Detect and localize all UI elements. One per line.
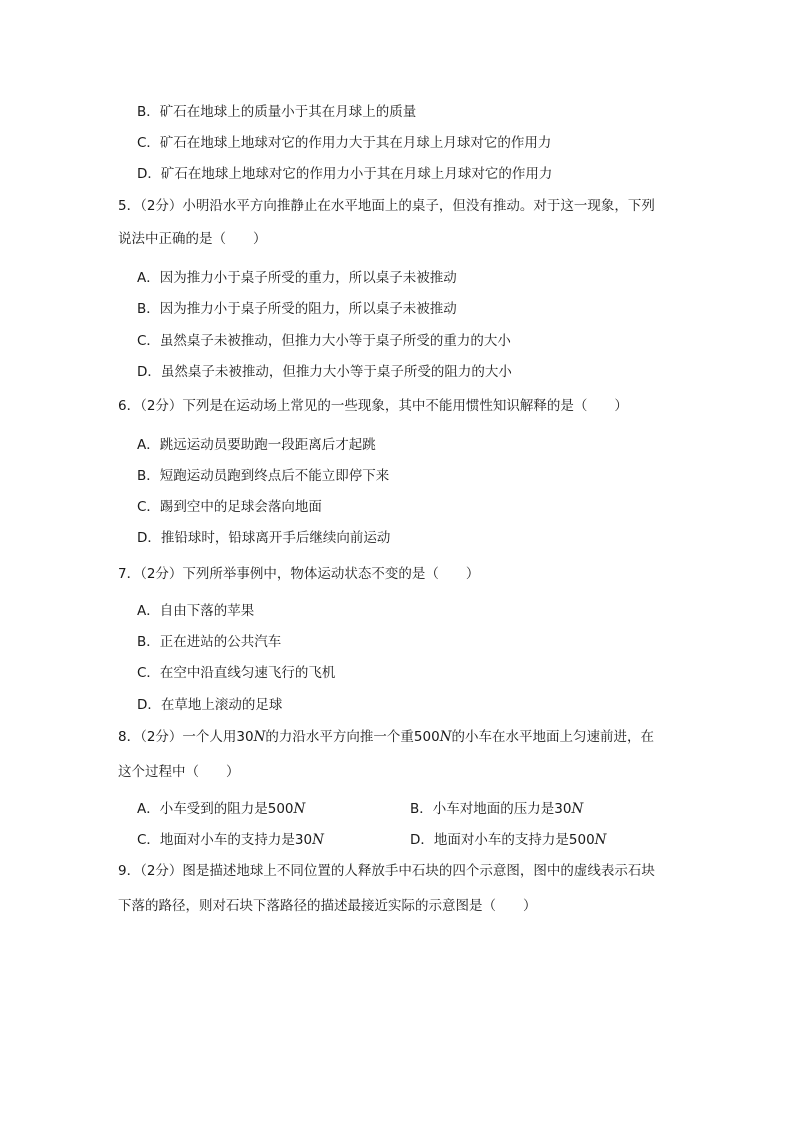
q7-option-a: A．自由下落的苹果 bbox=[137, 603, 255, 619]
q8-option-c-text: C．地面对小车的支持力是30 bbox=[137, 832, 313, 848]
q8-stem-part-b: 的力沿水平方向推一个重500 bbox=[265, 729, 440, 745]
q8-unit-newton: N bbox=[439, 729, 452, 745]
q7-option-c: C．在空中沿直线匀速飞行的飞机 bbox=[137, 665, 336, 681]
q4-option-d: D．矿石在地球上地球对它的作用力小于其在月球上月球对它的作用力 bbox=[137, 166, 553, 182]
q8-unit-newton: N bbox=[312, 832, 324, 848]
q5-stem-line1: 5．（2分）小明沿水平方向推静止在水平地面上的桌子，但没有推动。对于这一现象，下列 bbox=[118, 198, 655, 214]
q8-unit-newton: N bbox=[594, 832, 607, 848]
q8-option-b bbox=[410, 800, 583, 818]
q9-stem-line2: 下落的路径，则对石块下落路径的描述最接近实际的示意图是（ ） bbox=[118, 898, 537, 914]
q8-stem-part-a: 8．（2分）一个人用30 bbox=[118, 729, 254, 745]
q8-stem-line1 bbox=[118, 728, 654, 746]
q6-option-a: A．跳远运动员要助跑一段距离后才起跳 bbox=[137, 437, 376, 453]
q8-unit-newton: N bbox=[571, 801, 584, 817]
q5-option-a: A．因为推力小于桌子所受的重力，所以桌子未被推动 bbox=[137, 270, 457, 286]
q8-option-d-text: D．地面对小车的支持力是500 bbox=[410, 832, 595, 848]
q5-option-c: C．虽然桌子未被推动，但推力大小等于桌子所受的重力的大小 bbox=[137, 333, 511, 349]
q8-option-b-text: B．小车对地面的压力是30 bbox=[410, 801, 572, 817]
q5-option-b: B．因为推力小于桌子所受的阻力，所以桌子未被推动 bbox=[137, 301, 457, 317]
q7-option-b: B．正在进站的公共汽车 bbox=[137, 634, 282, 650]
q6-option-b: B．短跑运动员跑到终点后不能立即停下来 bbox=[137, 468, 390, 484]
q8-option-c bbox=[137, 831, 324, 849]
q6-option-d: D．推铅球时，铅球离开手后继续向前运动 bbox=[137, 530, 391, 546]
q7-stem-line1: 7．（2分）下列所举事例中，物体运动状态不变的是（ ） bbox=[118, 566, 480, 582]
q8-unit-newton: N bbox=[253, 729, 266, 745]
q8-stem-part-c: 的小车在水平地面上匀速前进，在 bbox=[451, 729, 655, 745]
q4-option-b: B．矿石在地球上的质量小于其在月球上的质量 bbox=[137, 104, 417, 120]
q4-option-c: C．矿石在地球上地球对它的作用力大于其在月球上月球对它的作用力 bbox=[137, 135, 552, 151]
q5-option-d: D．虽然桌子未被推动，但推力大小等于桌子所受的阻力的大小 bbox=[137, 364, 512, 380]
q8-unit-newton: N bbox=[293, 801, 306, 817]
q8-option-d bbox=[410, 831, 606, 849]
q8-stem-line2: 这个过程中（ ） bbox=[118, 764, 240, 780]
q7-option-d: D．在草地上滚动的足球 bbox=[137, 697, 283, 713]
q6-option-c: C．踢到空中的足球会落向地面 bbox=[137, 499, 322, 515]
q8-option-a-text: A．小车受到的阻力是500 bbox=[137, 801, 294, 817]
q5-stem-line2: 说法中正确的是（ ） bbox=[118, 231, 267, 247]
q6-stem-line1: 6．（2分）下列是在运动场上常见的一些现象，其中不能用惯性知识解释的是（ ） bbox=[118, 398, 628, 414]
q8-option-a bbox=[137, 800, 305, 818]
q9-stem-line1: 9．（2分）图是描述地球上不同位置的人释放手中石块的四个示意图，图中的虚线表示石块 bbox=[118, 863, 655, 879]
